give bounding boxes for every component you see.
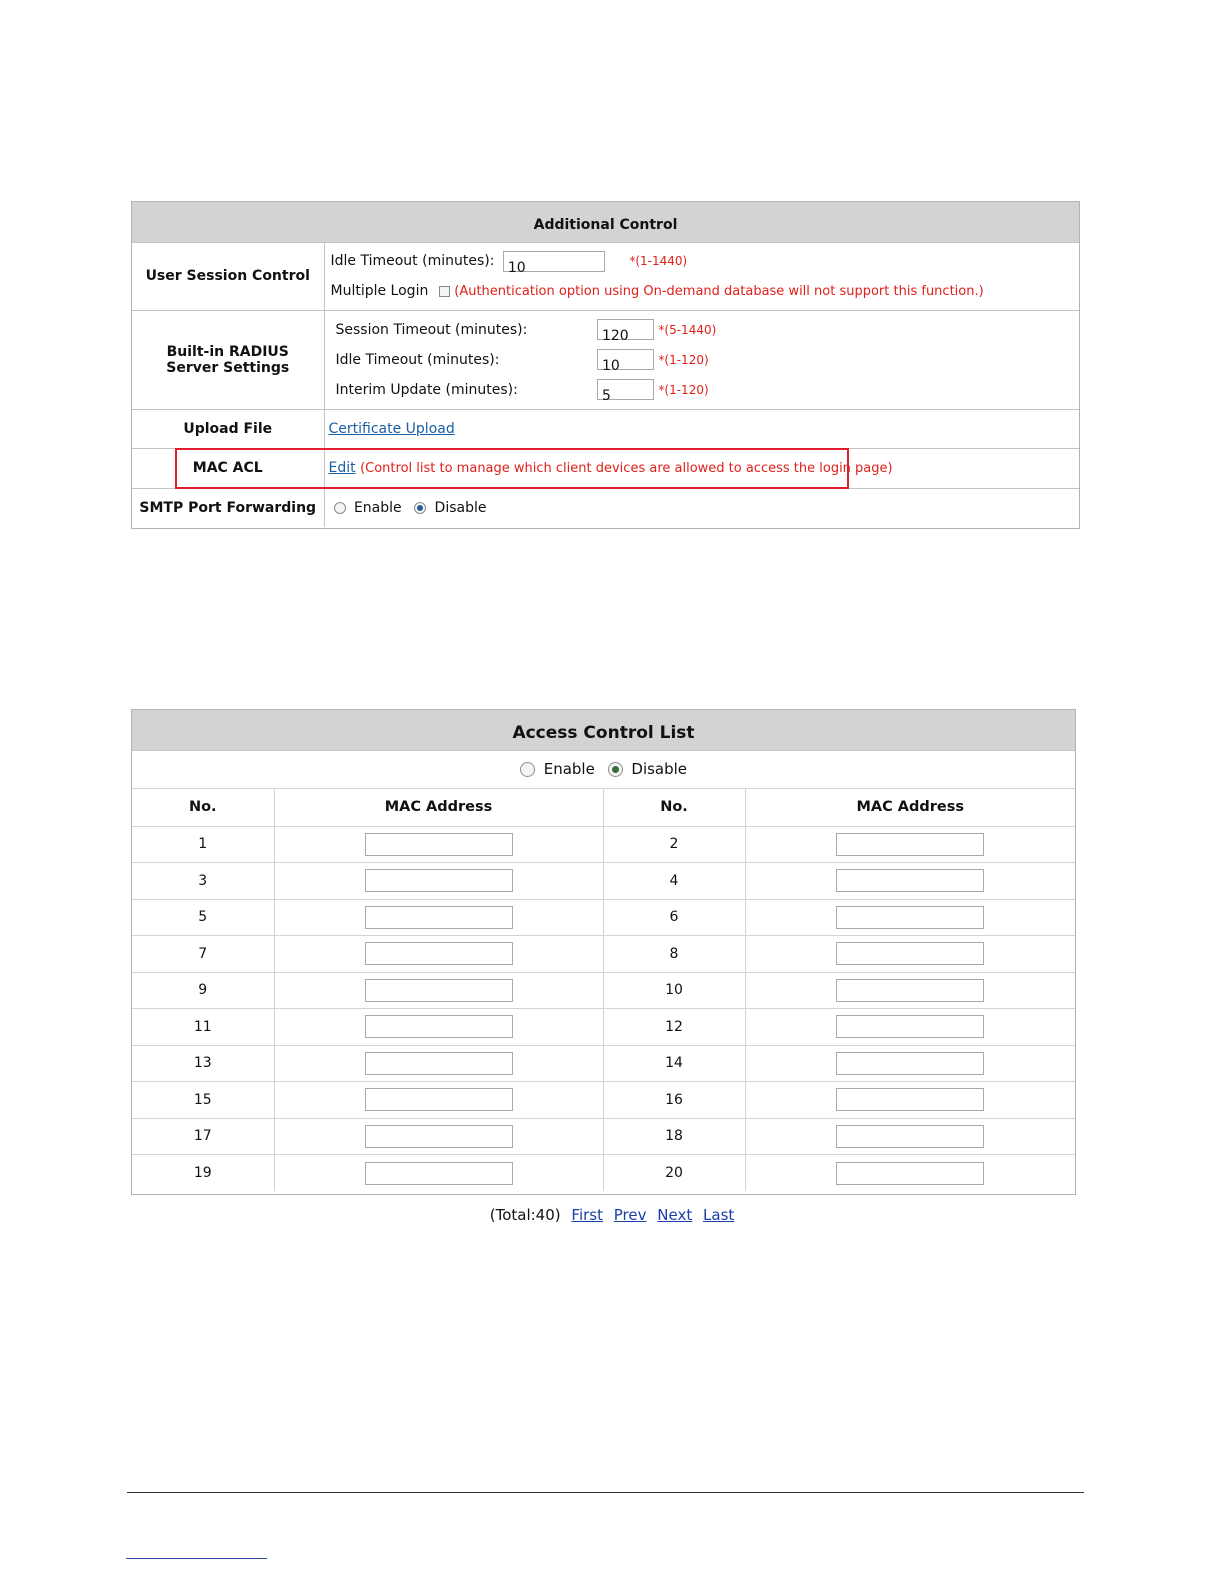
row-number: 4	[603, 863, 745, 900]
pagination-first-link[interactable]: First	[571, 1206, 603, 1224]
mac-address-input[interactable]	[365, 869, 513, 892]
mac-address-input[interactable]	[365, 942, 513, 965]
acl-enable-radio[interactable]	[520, 762, 535, 777]
acl-title: Access Control List	[132, 710, 1075, 750]
radius-idle-timeout-input[interactable]: 10	[597, 349, 654, 370]
mac-address-input[interactable]	[836, 1088, 984, 1111]
row-number: 19	[132, 1155, 274, 1192]
mac-address-input[interactable]	[836, 1162, 984, 1185]
acl-disable-radio[interactable]	[608, 762, 623, 777]
idle-timeout-hint: *(1-1440)	[629, 254, 688, 268]
mac-address-input[interactable]	[365, 1052, 513, 1075]
table-row	[132, 826, 1075, 863]
table-row	[132, 1009, 1075, 1046]
col-header-no-right: No.	[603, 788, 745, 826]
col-header-no-left: No.	[132, 788, 274, 826]
col-header-mac-left: MAC Address	[274, 788, 603, 826]
row-number: 16	[603, 1082, 745, 1119]
radius-settings-label	[132, 310, 324, 409]
multiple-login-checkbox[interactable]	[439, 286, 450, 297]
additional-control-panel	[131, 201, 1080, 529]
smtp-disable-radio[interactable]	[414, 502, 426, 514]
row-number: 12	[603, 1009, 745, 1046]
table-row	[132, 1155, 1075, 1192]
row-number: 20	[603, 1155, 745, 1192]
mac-acl-note: (Control list to manage which client devices are allowed to access the login page)	[360, 461, 893, 476]
multiple-login-label: Multiple Login	[330, 283, 429, 299]
radius-label-line2: Server Settings	[166, 359, 290, 376]
mac-address-input[interactable]	[365, 833, 513, 856]
row-number: 17	[132, 1118, 274, 1155]
mac-address-input[interactable]	[836, 869, 984, 892]
pagination-next-link[interactable]: Next	[657, 1206, 693, 1224]
table-row	[132, 1118, 1075, 1155]
mac-address-input[interactable]	[365, 1162, 513, 1185]
user-session-control-label: User Session Control	[132, 242, 324, 310]
row-number: 18	[603, 1118, 745, 1155]
table-row	[132, 1082, 1075, 1119]
mac-address-input[interactable]	[836, 906, 984, 929]
smtp-enable-radio[interactable]	[334, 502, 346, 514]
row-number: 5	[132, 899, 274, 936]
pagination	[0, 1206, 1224, 1224]
radius-idle-timeout-hint: *(1-120)	[658, 352, 709, 367]
row-number: 8	[603, 936, 745, 973]
session-timeout-label: Session Timeout (minutes):	[335, 321, 528, 338]
mac-address-input[interactable]	[836, 942, 984, 965]
table-row	[132, 899, 1075, 936]
pagination-total: (Total:40)	[489, 1206, 561, 1224]
session-timeout-input[interactable]: 120	[597, 319, 654, 340]
radius-idle-timeout-label: Idle Timeout (minutes):	[335, 351, 500, 368]
mac-address-input[interactable]	[836, 979, 984, 1002]
mac-address-input[interactable]	[365, 979, 513, 1002]
mac-address-input[interactable]	[365, 1125, 513, 1148]
row-number: 6	[603, 899, 745, 936]
row-number: 3	[132, 863, 274, 900]
mac-address-input[interactable]	[365, 1015, 513, 1038]
upload-file-label: Upload File	[132, 409, 324, 448]
access-control-list-panel	[131, 709, 1076, 1195]
row-number: 9	[132, 972, 274, 1009]
row-number: 7	[132, 936, 274, 973]
footer-divider	[127, 1492, 1084, 1493]
multiple-login-note: (Authentication option using On-demand database will not support this function.)	[454, 284, 984, 299]
pagination-last-link[interactable]: Last	[703, 1206, 735, 1224]
row-number: 15	[132, 1082, 274, 1119]
mac-address-input[interactable]	[365, 906, 513, 929]
mac-address-input[interactable]	[836, 1015, 984, 1038]
table-row	[132, 1045, 1075, 1082]
idle-timeout-input[interactable]: 10	[503, 251, 605, 272]
mac-address-input[interactable]	[365, 1088, 513, 1111]
interim-update-input[interactable]: 5	[597, 379, 654, 400]
radius-label-line1: Built-in RADIUS	[166, 343, 289, 360]
table-row	[132, 863, 1075, 900]
acl-disable-label: Disable	[631, 760, 688, 778]
row-number: 2	[603, 826, 745, 863]
session-timeout-hint: *(5-1440)	[658, 322, 717, 337]
col-header-mac-right: MAC Address	[745, 788, 1075, 826]
smtp-port-forwarding-label: SMTP Port Forwarding	[132, 488, 324, 527]
mac-address-input[interactable]	[836, 833, 984, 856]
mac-acl-label: MAC ACL	[132, 448, 324, 488]
footer-link-underline	[126, 1558, 267, 1559]
smtp-enable-label: Enable	[353, 499, 402, 516]
row-number: 11	[132, 1009, 274, 1046]
smtp-disable-label: Disable	[434, 499, 487, 516]
row-number: 14	[603, 1045, 745, 1082]
idle-timeout-label: Idle Timeout (minutes):	[330, 253, 495, 269]
row-number: 10	[603, 972, 745, 1009]
table-row	[132, 936, 1075, 973]
pagination-prev-link[interactable]: Prev	[613, 1206, 647, 1224]
interim-update-hint: *(1-120)	[658, 382, 709, 397]
mac-address-input[interactable]	[836, 1052, 984, 1075]
certificate-upload-link[interactable]: Certificate Upload	[328, 420, 455, 437]
additional-control-title: Additional Control	[132, 202, 1079, 242]
mac-acl-edit-link[interactable]: Edit	[328, 460, 356, 476]
row-number: 1	[132, 826, 274, 863]
interim-update-label: Interim Update (minutes):	[335, 381, 518, 398]
mac-address-input[interactable]	[836, 1125, 984, 1148]
acl-enable-label: Enable	[543, 760, 595, 778]
row-number: 13	[132, 1045, 274, 1082]
table-row	[132, 972, 1075, 1009]
